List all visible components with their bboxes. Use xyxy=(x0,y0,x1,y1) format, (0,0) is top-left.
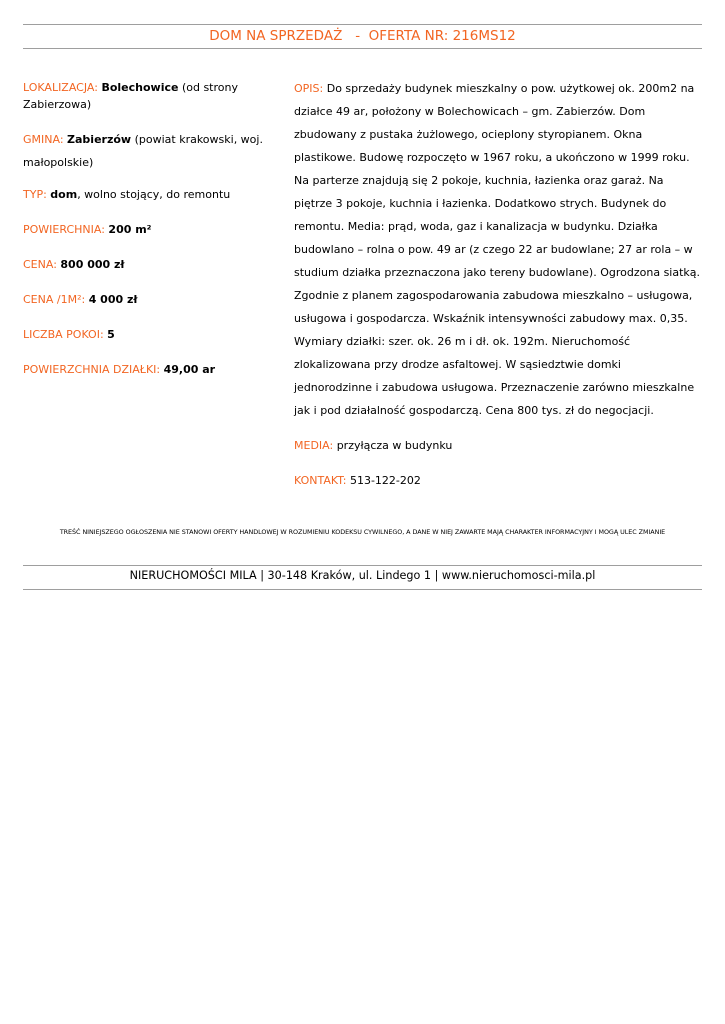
type-value: dom xyxy=(50,188,78,201)
offer-details xyxy=(23,79,285,396)
description-text: Do sprzedaży budynek mieszkalny o pow. użytkowej ok. 200m2 na działce 49 ar, położony w Bolechowicach – gm. Zabierzów. Dom zbudowany z pustaka żużlowego, ocieplony styropianem. Okna plastikowe. Budowę rozpoczęto w 1967 roku, a ukończono w 1999 roku. Na parterze znajdują się 2 pokoje, kuchnia, łazienka oraz garaż. Na piętrze 3 pokoje, kuchnia i łazienka. Dodatkowo strych. Budynek do remontu. Media: prąd, woda, gaz i kanalizacja w budynku. Działka budowlano – rolna o pow. 49 ar (z czego 22 ar budowlane; 27 ar rola – w studium działka przeznaczona jako tereny budowlane). Ogrodzona siatką. Zgodnie z planem zagospodarowania zabudowa mieszkalno – usługowa, usługowa i gospodarcza. Wskaźnik intensywności zabudowy max. 0,35. Wymiary działki: szer. ok. 26 m i dł. ok. 192m. Nieruchomość zlokalizowana przy drodze asfaltowej. W sąsiedztwie domki jednorodzinne i zabudowa usługowa. Przeznaczenie zarówno mieszkalne jak i pod działalność gospodarczą. Cena 800 tys. zł do negocjacji. xyxy=(294,82,701,417)
offer-title: DOM NA SPRZEDAŻ - OFERTA NR: 216MS12 xyxy=(209,28,516,44)
description-paragraph xyxy=(294,77,702,422)
location-label: LOKALIZACJA: xyxy=(23,81,98,94)
type-extra: , wolno stojący, do remontu xyxy=(77,188,231,201)
media-label: MEDIA: xyxy=(294,439,334,452)
description-label: OPIS: xyxy=(294,82,324,95)
detail-rooms xyxy=(23,326,285,343)
price-per-m2-label: CENA /1M²: xyxy=(23,293,86,306)
detail-price xyxy=(23,256,285,273)
location-extra: (od strony Zabierzowa) xyxy=(23,81,238,111)
price-per-m2-value: 4 000 zł xyxy=(88,293,138,306)
area-label: POWIERCHNIA: xyxy=(23,223,105,236)
detail-gmina xyxy=(23,128,285,174)
gmina-value: Zabierzów xyxy=(67,133,132,146)
price-label: CENA: xyxy=(23,258,57,271)
detail-price-per-m2 xyxy=(23,291,285,308)
agency-footer: NIERUCHOMOŚCI MILA | 30-148 Kraków, ul. Lindego 1 | www.nieruchomosci-mila.pl xyxy=(129,569,596,582)
contact-phone: 513-122-202 xyxy=(346,474,421,487)
area-value: 200 m² xyxy=(108,223,152,236)
gmina-extra: (powiat krakowski, woj. małopolskie) xyxy=(23,133,263,169)
footer-top-rule xyxy=(23,565,702,566)
detail-location xyxy=(23,79,285,113)
media-value: przyłącza w budynku xyxy=(333,439,453,452)
plot-area-label: POWIERZCHNIA DZIAŁKI: xyxy=(23,363,161,376)
plot-area-value: 49,00 ar xyxy=(163,363,216,376)
detail-plot-area xyxy=(23,361,285,378)
rooms-value: 5 xyxy=(107,328,115,341)
header-top-rule xyxy=(23,24,702,25)
location-value: Bolechowice xyxy=(101,81,179,94)
rooms-label: LICZBA POKOI: xyxy=(23,328,104,341)
detail-type xyxy=(23,186,285,203)
detail-area xyxy=(23,221,285,238)
type-label: TYP: xyxy=(23,188,47,201)
offer-description-column xyxy=(294,77,702,504)
media-paragraph xyxy=(294,434,702,457)
contact-label: KONTAKT: xyxy=(294,474,347,487)
footer-bottom-rule xyxy=(23,589,702,590)
contact-paragraph xyxy=(294,469,702,492)
legal-disclaimer: TREŚĆ NINIEJSZEGO OGŁOSZENIA NIE STANOWI OFERTY HANDLOWEJ W ROZUMIENIU KODEKSU CYWILNEGO, A DANE W NIEJ ZAWARTE MAJĄ CHARAKTER INFORMACYJNY I MOGĄ ULEC ZMIANIE xyxy=(59,528,666,536)
header-bottom-rule xyxy=(23,48,702,49)
gmina-label: GMINA: xyxy=(23,133,64,146)
price-value: 800 000 zł xyxy=(60,258,125,271)
